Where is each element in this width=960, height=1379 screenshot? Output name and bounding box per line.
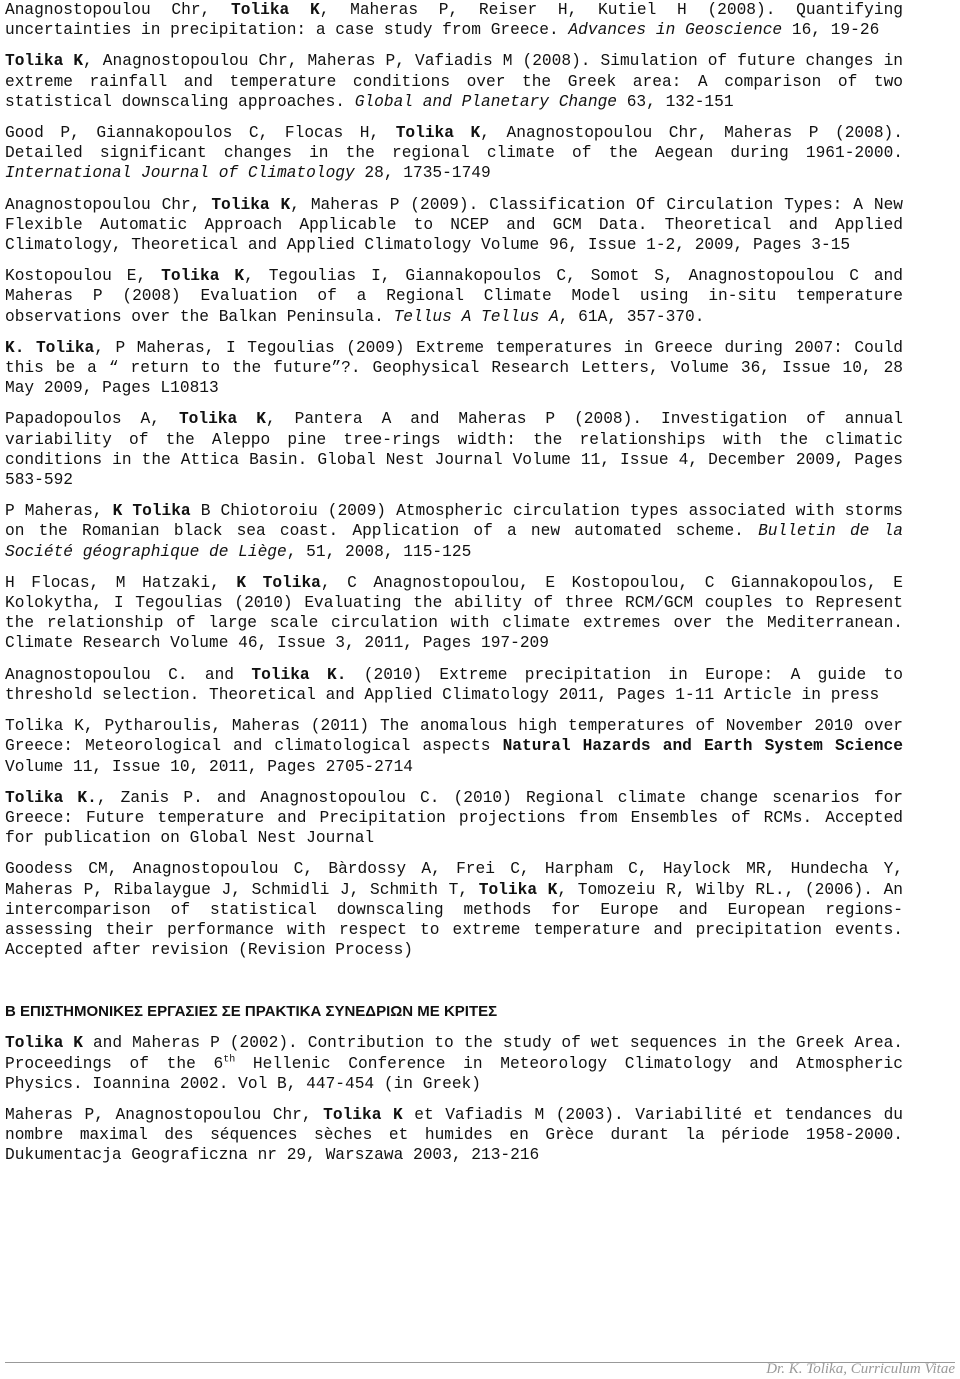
reference-text: Volume 11, Issue 10, 2011, Pages 2705-2714: [5, 757, 413, 776]
reference-journal-italic: International Journal of Climatology: [5, 164, 355, 183]
reference-author-bold: Tolika K.: [5, 788, 97, 807]
reference-text: 63, 132-151: [617, 92, 734, 111]
reference-text: et Vafiadis M (2003). Variabilité et tendances du nombre maximal des séquences sèches et humides en Grèce durant la période 1958-2000. Dukumentacja Geograficzna nr 29, Warszawa 2003, 213-216: [5, 1105, 903, 1165]
reference-text: , Maheras P, Reiser H, Kutiel H (2008). Quantifying uncertainties in precipitation: a case study from Greece.: [5, 1, 904, 40]
reference-entry: [5, 665, 903, 705]
document-page: [5, 0, 903, 1177]
reference-journal-italic: Global and Planetary Change: [354, 92, 617, 111]
reference-author-bold: Tolika K: [478, 880, 558, 899]
reference-author-bold: Tolika K: [230, 1, 320, 19]
reference-text: 28, 1735-1749: [354, 164, 491, 183]
reference-text: , 61A, 357-370.: [558, 307, 705, 326]
reference-text: , Maheras P (2009). Classification Of Circulation Types: A New Flexible Automatic Approach Applicable to NCEP and GCM Data. Theoretical and Applied Climatology, Theoretical and Applied Climatology Volume 96, Issue 1-2, 2009, Pages 3-15: [5, 195, 904, 255]
reference-text: , Anagnostopoulou Chr, Maheras P, Vafiadis M (2008). Simulation of future changes in extreme rainfall and temperature conditions over the Greek area: A comparison of two statistical downscaling approaches.: [5, 52, 903, 111]
reference-author-bold: Tolika K: [395, 124, 481, 143]
reference-author-bold: Tolika K: [178, 410, 266, 429]
reference-text: H Flocas, M Hatzaki,: [5, 573, 237, 592]
reference-text: , Pantera A and Maheras P (2008). Investigation of annual variability of the Aleppo pine tree-rings width: the relationships with the climatic conditions in the Attica Basin. Global Nest Journal Volume 11, Issue 4, December 2009, Pages 583-592: [5, 410, 903, 490]
reference-entry: [5, 266, 903, 327]
reference-text: P Maheras,: [5, 502, 113, 521]
reference-entry: [5, 1105, 903, 1166]
reference-entry: [5, 409, 903, 490]
reference-text: , Tomozeiu R, Wilby RL., (2006). An intercomparison of statistical downscaling methods for Europe and European regions- assessing their performance with respect to extreme temperature and precipitation events. Accepted after revision (Revision Process): [5, 880, 903, 960]
reference-journal-italic: Bulletin de la Société géographique de Liège: [5, 522, 903, 561]
reference-author-bold: K Tolika: [236, 573, 321, 592]
reference-text: , 51, 2008, 115-125: [286, 542, 472, 561]
reference-author-bold: Tolika K.: [251, 665, 347, 684]
reference-journal-italic: Advances in Geoscience: [568, 21, 783, 40]
reference-superscript: th: [223, 1054, 236, 1066]
reference-entry: [5, 573, 903, 654]
reference-text: Hellenic Conference in Meteorology Climatology and Atmospheric Physics. Ioannina 2002. Vol B, 447-454 (in Greek): [5, 1054, 903, 1093]
reference-entry: [5, 788, 903, 849]
reference-entry: [5, 51, 903, 112]
reference-author-bold: Tolika K: [5, 52, 84, 71]
reference-text: (2010) Extreme precipitation in Europe: A guide to threshold selection. Theoretical and Applied Climatology 2011, Pages 1-11 Article in press: [5, 665, 903, 704]
reference-text: , P Maheras, I Tegoulias (2009) Extreme temperatures in Greece during 2007: Could this be a “ return to the future”?. Geophysical Research Letters, Volume 36, Issue 10, 28 May 2009, Pages L10813: [5, 338, 904, 398]
reference-text: Good P, Giannakopoulos C, Flocas H,: [5, 124, 396, 143]
reference-text: Anagnostopoulou Chr,: [5, 1, 231, 19]
reference-text: , Tegoulias I, Giannakopoulos C, Somot S, Anagnostopoulou C and Maheras P (2008) Evaluation of a Regional Climate Model using in-situ temperature observations over the Balkan Peninsula.: [5, 267, 903, 326]
reference-text: 16, 19-26: [782, 21, 880, 40]
reference-text: Goodess CM, Anagnostopoulou C, Bàrdossy A, Frei C, Harpham C, Haylock MR, Hundecha Y, Maheras P, Ribalaygue J, Schmidli J, Schmith T,: [5, 860, 903, 899]
reference-author-bold: Tolika K: [323, 1105, 403, 1124]
peer-reviewed-publications-list: [5, 0, 903, 960]
reference-author-bold: Tolika K: [211, 195, 291, 214]
reference-author-bold: Tolika K: [5, 1034, 83, 1053]
page-footer: Dr. K. Tolika, Curriculum Vitae: [766, 1361, 955, 1377]
reference-text: B Chiotoroiu (2009) Atmospheric circulation types associated with storms on the Romanian black sea coast. Application of a new automated scheme.: [5, 502, 903, 541]
reference-text: Papadopoulos A,: [5, 410, 179, 429]
conference-proceedings-list: [5, 1033, 903, 1165]
reference-entry: [5, 123, 903, 184]
reference-entry: [5, 716, 903, 777]
reference-text: Kostopoulou E,: [5, 267, 162, 286]
reference-author-bold: Tolika K: [161, 267, 245, 286]
reference-text: , Zanis P. and Anagnostopoulou C. (2010) Regional climate change scenarios for Greece: Future temperature and Precipitation projections from Ensembles of RCMs. Accepted for publication on Global Nest Journal: [5, 788, 903, 848]
reference-entry: [5, 501, 903, 562]
reference-author-bold: Natural Hazards and Earth System Science: [502, 737, 903, 756]
reference-journal-italic: Tellus A Tellus A: [393, 307, 559, 326]
reference-text: Anagnostopoulou C. and: [5, 665, 252, 684]
reference-author-bold: K. Tolika: [5, 338, 95, 357]
reference-entry: [5, 338, 903, 399]
reference-entry: [5, 0, 903, 40]
reference-author-bold: K Tolika: [112, 502, 191, 521]
reference-text: and Maheras P (2002). Contribution to the study of wet sequences in the Greek Area. Proceedings of the 6: [5, 1034, 903, 1073]
reference-entry: [5, 859, 903, 960]
reference-text: Anagnostopoulou Chr,: [5, 195, 212, 214]
section-heading: Β ΕΠΙΣΤΗΜΟΝΙΚΕΣ ΕΡΓΑΣΙΕΣ ΣΕ ΠΡΑΚΤΙΚΑ ΣΥΝΕΔΡΙΩΝ ΜΕ ΚΡΙΤΕΣ: [5, 1003, 498, 1021]
reference-text: , Anagnostopoulou Chr, Maheras P (2008). Detailed significant changes in the regional climate of the Aegean during 1961-2000.: [5, 124, 903, 163]
reference-text: Tolika K, Pytharoulis, Maheras (2011) The anomalous high temperatures of November 2010 over Greece: Meteorological and climatological aspects: [5, 717, 903, 756]
reference-text: Maheras P, Anagnostopoulou Chr,: [5, 1105, 324, 1124]
reference-text: , C Anagnostopoulou, E Kostopoulou, C Giannakopoulos, E Kolokytha, I Tegoulias (2010) Evaluating the ability of three RCM/GCM couples to Represent the relationship of large scale circulation with climate extremes over the Mediterranean. Climate Research Volume 46, Issue 3, 2011, Pages 197-209: [5, 573, 903, 653]
reference-entry: [5, 1033, 903, 1094]
reference-entry: [5, 195, 903, 256]
